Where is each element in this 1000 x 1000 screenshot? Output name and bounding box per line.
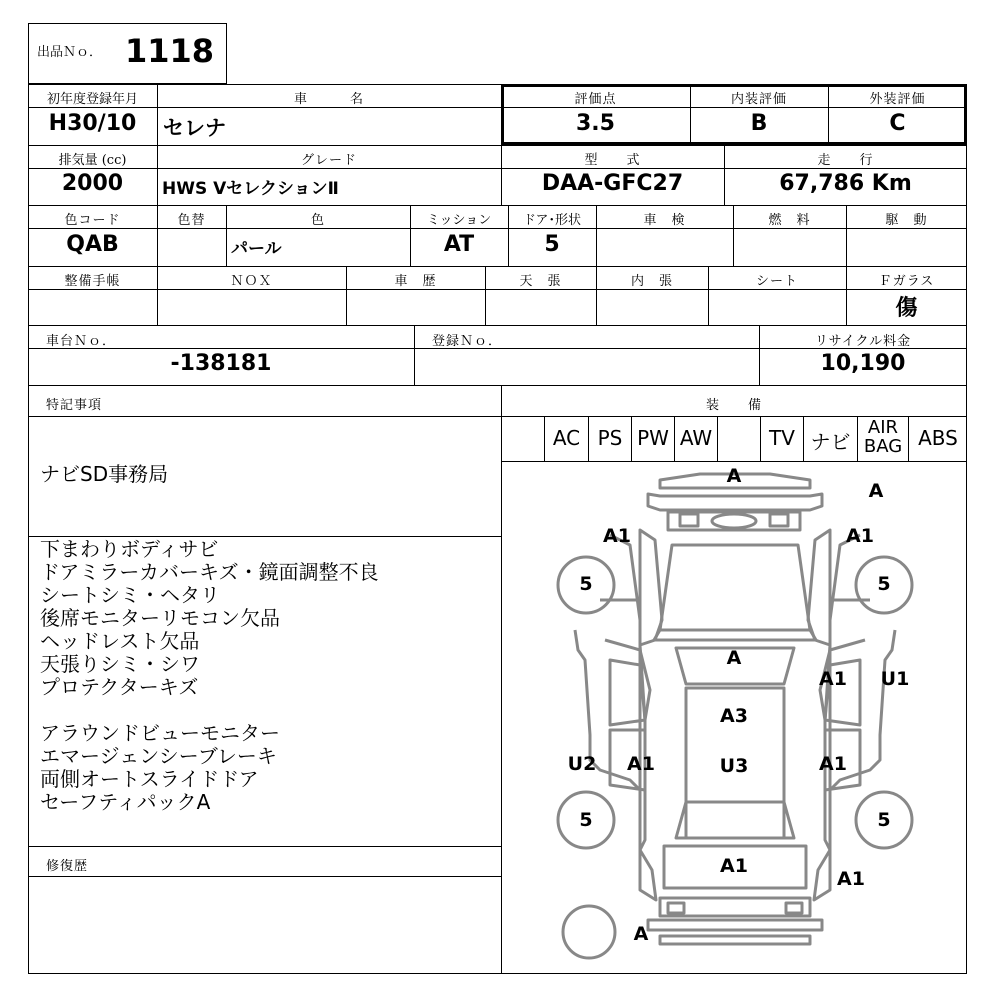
chassis-value: -138181 [170, 351, 272, 376]
model-value: DAA-GFC27 [541, 171, 684, 196]
damage-mark: A1 [819, 668, 847, 690]
color-label: 色 [310, 213, 325, 228]
damage-mark: A1 [603, 525, 631, 547]
car-name-label: 車 名 [293, 92, 364, 107]
equipment-pw: PW [637, 426, 669, 450]
grade-label: グレード [300, 153, 357, 168]
damage-mark: U3 [719, 755, 749, 777]
repair-history-label: 修復歴 [46, 859, 89, 874]
mission-value: AT [443, 232, 475, 257]
registration-label: 登録Ｎｏ． [432, 334, 503, 349]
tire-mark: 5 [877, 809, 891, 831]
note-line: 後席モニターリモコン欠品 [40, 606, 280, 630]
recycle-fee-value: 10,190 [820, 351, 906, 376]
score-label: 評価点 [574, 92, 617, 107]
note-line: 両側オートスライドドア [40, 767, 259, 791]
notes-label: 特記事項 [46, 398, 103, 413]
vehicle-history-label: 車 歴 [394, 274, 437, 289]
doors-value: 5 [544, 232, 560, 257]
note-line: ヘッドレスト欠品 [40, 629, 200, 653]
damage-mark: A [726, 647, 742, 669]
displacement-label: 排気量 (cc) [58, 153, 127, 168]
damage-mark: A1 [819, 753, 847, 775]
equipment-abs: ABS [918, 426, 958, 450]
car-name-value: セレナ [163, 116, 226, 140]
service-book-label: 整備手帳 [64, 274, 121, 289]
damage-mark: A1 [627, 753, 655, 775]
damage-mark: A1 [846, 525, 874, 547]
windshield-value: 傷 [895, 295, 918, 321]
note-line: 天張りシミ・シワ [40, 652, 200, 676]
damage-mark: U2 [567, 753, 597, 775]
ceiling-label: 天 張 [519, 274, 562, 289]
mileage-value: 67,786 Km [779, 171, 912, 196]
note-line: ドアミラーカバーキズ・鏡面調整不良 [40, 560, 379, 584]
equipment-label: 装 備 [705, 398, 762, 413]
note-line: シートシミ・ヘタリ [40, 583, 220, 607]
recycle-fee-label: リサイクル料金 [814, 334, 912, 349]
first-registration-value: H30/10 [48, 111, 137, 136]
note-line: プロテクターキズ [40, 675, 199, 699]
lot-number-label: 出品Ｎｏ． [37, 45, 103, 60]
grade-value: HWS VセレクションⅡ [162, 179, 339, 199]
lot-number: 1118 [125, 32, 215, 70]
tire-mark: 5 [579, 573, 593, 595]
interior-grade-label: 内装評価 [730, 92, 787, 107]
equipment-aw: AW [679, 426, 713, 450]
repaint-label: 色替 [177, 213, 206, 228]
color-code-value: QAB [66, 232, 119, 257]
damage-mark: A3 [720, 705, 748, 727]
model-label: 型 式 [584, 153, 641, 168]
equipment-navi: ナビ [810, 430, 851, 454]
seat-label: シート [755, 274, 798, 289]
inspection-label: 車 検 [643, 213, 686, 228]
damage-mark: A1 [720, 855, 748, 877]
equipment-ac: AC [552, 426, 581, 450]
notes-list [40, 538, 379, 814]
nox-label: ＮＯＸ [230, 274, 273, 289]
displacement-value: 2000 [61, 171, 124, 196]
equipment-airbag: AIR BAG [863, 417, 903, 457]
note-line: エマージェンシーブレーキ [40, 744, 277, 768]
damage-mark: A1 [837, 868, 865, 890]
chassis-label: 車台Ｎｏ． [46, 334, 117, 349]
note-line: セーフティパックA [40, 790, 211, 814]
interior-grade-value: B [750, 111, 768, 136]
fuel-label: 燃 料 [768, 213, 811, 228]
score-value: 3.5 [576, 111, 615, 136]
lot-number-box [28, 23, 227, 84]
equipment-tv: TV [769, 426, 795, 450]
color-value: パール [231, 239, 282, 259]
damage-mark: A [868, 480, 884, 502]
color-code-label: 色コード [64, 213, 121, 228]
interior-trim-label: 内 張 [630, 274, 673, 289]
note-line [40, 699, 379, 722]
exterior-grade-value: C [889, 111, 906, 136]
damage-mark: A [633, 923, 649, 945]
mission-label: ミッション [426, 213, 492, 228]
note-line: アラウンドビューモニター [40, 721, 280, 745]
mileage-label: 走 行 [817, 153, 874, 168]
tire-mark: 5 [877, 573, 891, 595]
drive-label: 駆 動 [885, 213, 928, 228]
first-registration-label: 初年度登録年月 [46, 92, 138, 107]
windshield-label: Ｆガラス [878, 274, 935, 289]
notes-top: ナビSD事務局 [40, 462, 169, 486]
tire-mark: 5 [579, 809, 593, 831]
exterior-grade-label: 外装評価 [869, 92, 926, 107]
damage-mark: U1 [880, 668, 910, 690]
note-line: 下まわりボディサビ [40, 537, 219, 561]
doors-label: ドア･形状 [522, 213, 582, 228]
equipment-ps: PS [597, 426, 623, 450]
damage-mark: A [726, 465, 742, 487]
